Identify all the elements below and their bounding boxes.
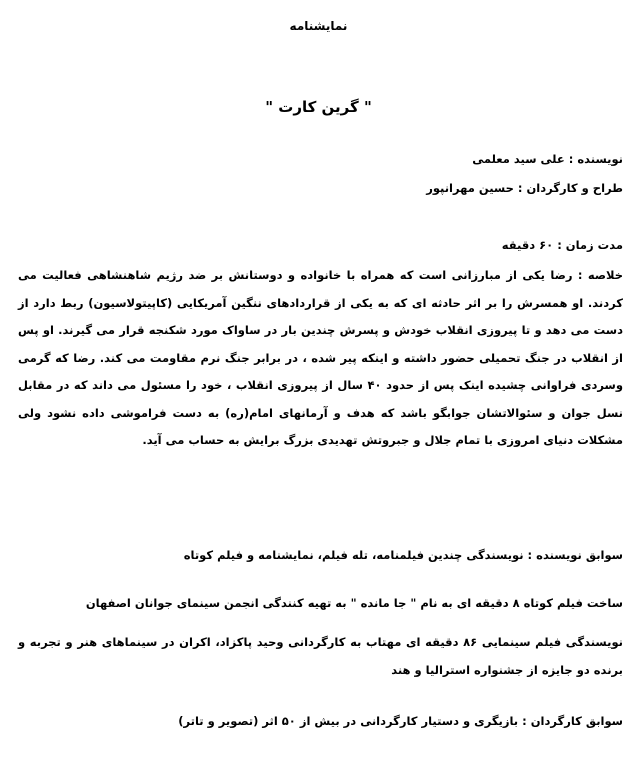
short-film-line: ساخت فیلم کوتاه ۸ دقیقه ای به نام " جا مانده " به تهیه کنندگی انجمن سینمای جوانان اصفهان bbox=[85, 596, 623, 610]
summary-paragraph: خلاصه : رضا یکی از مبارزانی است که همراه با خانواده و دوستانش بر ضد رژیم شاهنشاهی فعالیت می کردند. او همسرش را بر اثر حادثه ای که به یکی از قراردادهای ننگین آمریکایی (کاپیتولاسیون) ربط دارد از دست می دهد و تا پیروزی انقلاب خودش و پسرش چندین بار در ساواک مورد شکنجه قرار می گیرند. او پس از انقلاب در جنگ تحمیلی حضور داشته و اینکه پیر شده ، در برابر جنگ نرم مقاومت می کند. رضا که گرمی وسردی فراوانی چشیده اینک پس از حدود ۴۰ سال از پیروزی انقلاب ، خود را مسئول می داند که در مقابل نسل جوان و سئوالاتشان جوابگو باشد که هدف و آرمانهای امام(ره) به دست فراموشی داده نشود ولی مشکلات دنیای امروزی با تمام جلال و جبروتش تهدیدی بزرگ برایش به حساب می آید. bbox=[18, 268, 623, 447]
play-title: " گرین کارت " bbox=[265, 98, 372, 116]
writer-background-line: سوابق نویسنده : نویسندگی چندین فیلمنامه، تله فیلم، نمایشنامه و فیلم کوتاه bbox=[183, 548, 623, 562]
writer-line: نویسنده : علی سید معلمی bbox=[472, 152, 623, 166]
document-heading: نمایشنامه bbox=[289, 19, 348, 33]
director-background-line: سوابق کارگردان : بازیگری و دستیار کارگردانی در بیش از ۵۰ اثر (تصویر و تاتر) bbox=[178, 714, 623, 728]
designer-director-line: طراح و کارگردان : حسین مهرانپور bbox=[426, 181, 623, 195]
feature-film-paragraph: نویسندگی فیلم سینمایی ۸۶ دقیقه ای مهتاب به کارگردانی وحید پاکزاد، اکران در سینماهای هنر و تجربه و برنده دو جایزه از جشنواره استرالیا و هند bbox=[18, 635, 623, 677]
duration-line: مدت زمان : ۶۰ دقیقه bbox=[501, 238, 623, 252]
